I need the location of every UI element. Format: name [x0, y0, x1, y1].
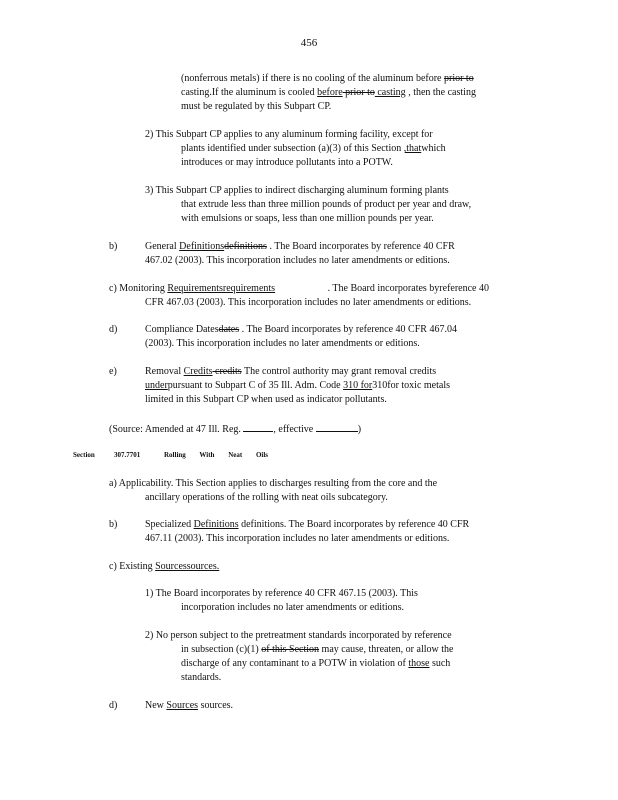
- paragraph-b: b) General Definitionsdefinitions . The Board incorporates by reference 40 CFR 467.02 (2003). This incorporation includes no later amendments or editions.: [109, 241, 455, 266]
- struck-text: credits: [212, 366, 242, 377]
- struck-text: definitions: [224, 241, 267, 252]
- inserted-text: under: [145, 380, 168, 391]
- section-paragraph-a: a) Applicability. This Section applies to discharges resulting from the core and the ancillary operations of the rolling with neat oils subcategory.: [109, 478, 438, 503]
- inserted-text: Requirementsrequirements: [167, 283, 276, 294]
- section-paragraph-b: b) Specialized Definitions definitions. The Board incorporates by reference 40 CFR 467.11 (2003). This incorporation includes no later amendments or editions.: [109, 519, 470, 544]
- inserted-text: Sourcessources.: [155, 561, 220, 572]
- subitem-c2: 2) No person subject to the pretreatment standards incorporated by reference in subsection (c)(1) of this Section may cause, threaten, or allow the discharge of any contaminant to a POTW in violation of those such standards.: [145, 630, 454, 683]
- inserted-text: Definitions: [193, 519, 239, 530]
- blank-effective: [316, 421, 358, 432]
- struck-text: prior to: [443, 73, 474, 84]
- blank-reg: [243, 421, 273, 432]
- section-title: Rolling With Neat Oils: [164, 451, 269, 459]
- inserted-text: 310 for: [343, 380, 373, 391]
- paragraph-2: 2) This Subpart CP applies to any aluminum forming facility, except for plants identified under subsection (a)(3) of this Section ,thatwhich introduces or may introduce pollutants into a POTW.: [145, 129, 446, 168]
- continued-paragraph: (nonferrous metals) if there is no cooling of the aluminum before prior to casting.If the aluminum is cooled before prior to casting , then the casting must be regulated by this Subpart CP.: [181, 73, 476, 112]
- inserted-text: Definitions: [179, 241, 225, 252]
- section-number: 307.7701: [114, 451, 141, 459]
- inserted-text: Sources: [166, 700, 199, 711]
- paragraph-3: 3) This Subpart CP applies to indirect discharging aluminum forming plants that extrude less than three million pounds of product per year and draw, with emulsions or soaps, less than one million pounds per year.: [145, 185, 472, 224]
- section-paragraph-c: c) Existing Sourcessources.: [109, 561, 220, 572]
- struck-text: dates: [218, 324, 240, 335]
- paragraph-e: e) Removal Credits credits The control authority may grant removal credits underpursuant to Subpart C of 35 Ill. Adm. Code 310 for310for toxic metals limited in this Subpart CP when used as indicator pollutants.: [109, 366, 450, 405]
- struck-text: prior to: [342, 87, 375, 98]
- page-number: 456: [300, 37, 318, 49]
- inserted-text: before: [317, 87, 343, 98]
- paragraph-c: c) Monitoring Requirementsrequirements . The Board incorporates byreference 40 CFR 467.03 (2003). This incorporation includes no later amendments or editions.: [109, 283, 489, 308]
- section-paragraph-d: d) New Sources sources.: [109, 700, 234, 711]
- inserted-text: those: [408, 658, 430, 669]
- struck-text: of this Section: [261, 644, 320, 655]
- inserted-text: Credits: [183, 366, 213, 377]
- paragraph-d: d) Compliance Datesdates . The Board incorporates by reference 40 CFR 467.04 (2003). This incorporation includes no later amendments or editions.: [109, 324, 457, 349]
- subitem-c1: 1) The Board incorporates by reference 40 CFR 467.15 (2003). This incorporation includes no later amendments or editions.: [145, 588, 418, 613]
- source-note: (Source: Amended at 47 Ill. Reg. , effective ): [109, 421, 361, 437]
- section-label: Section: [73, 451, 95, 459]
- inserted-text: ,that: [403, 143, 422, 154]
